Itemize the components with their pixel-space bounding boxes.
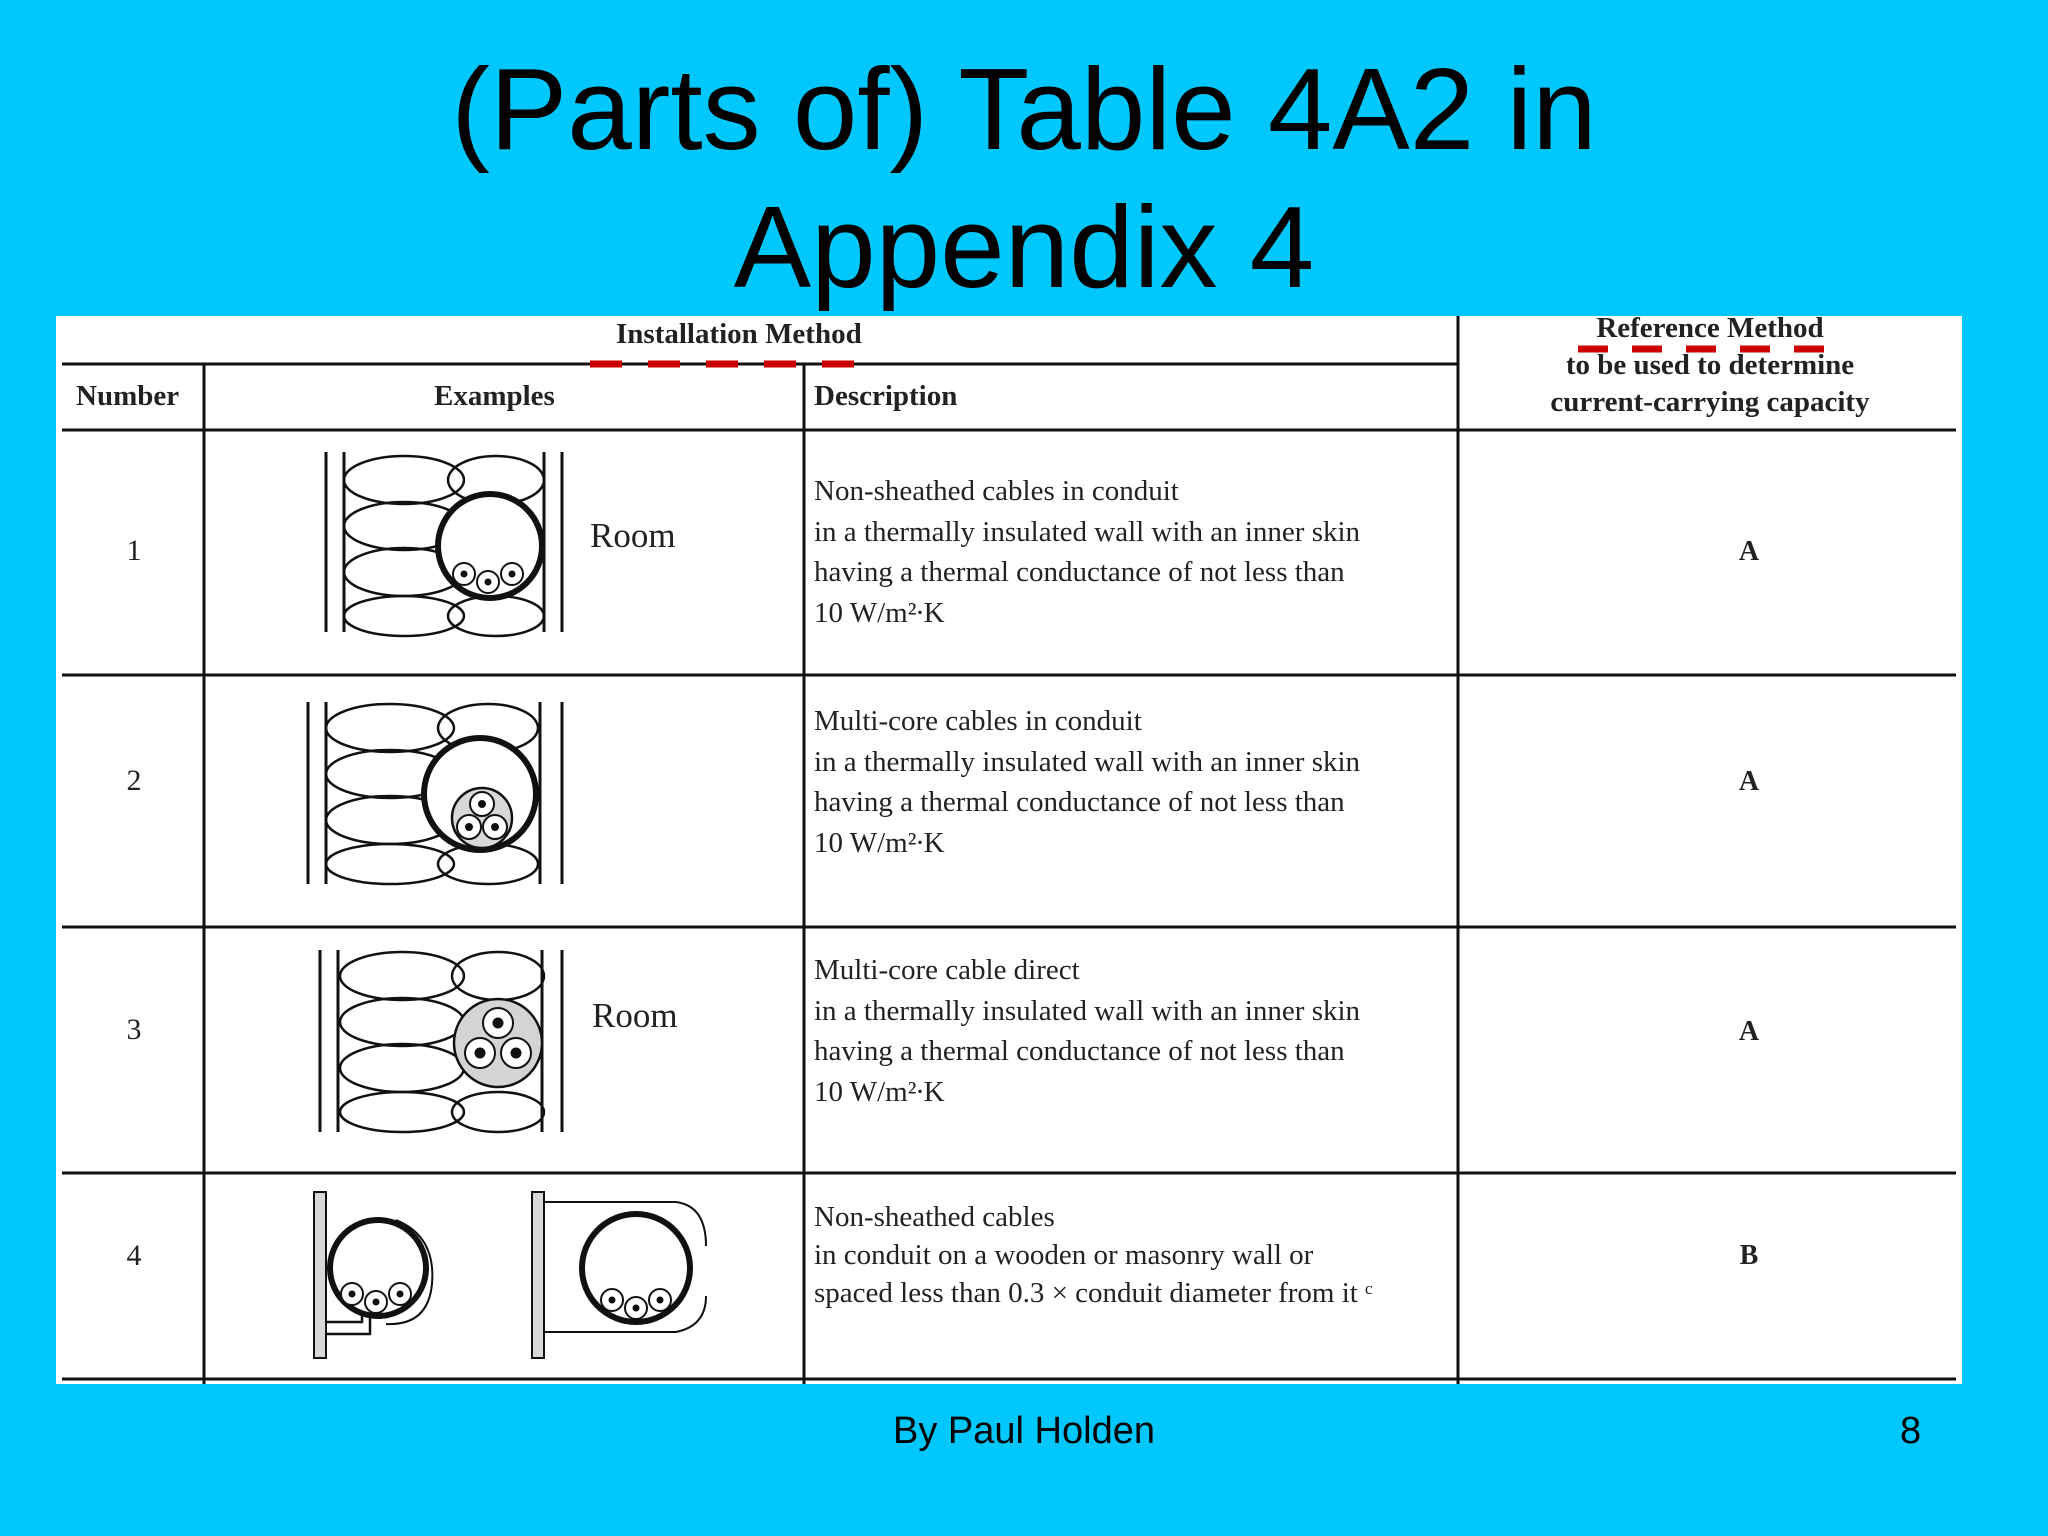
header-description: Description <box>814 380 958 412</box>
row-2-desc-line-4: 10 W/m²∙K <box>814 826 945 859</box>
row-3-number: 3 <box>126 1013 142 1046</box>
row-4-desc-line-3: spaced less than 0.3 × conduit diameter from it ᶜ <box>814 1277 1373 1309</box>
installation-method-table <box>56 312 1962 1384</box>
row-4-desc-line-2: in conduit on a wooden or masonry wall or <box>814 1239 1314 1271</box>
row-3-desc-line-2: in a thermally insulated wall with an inner skin <box>814 994 1361 1027</box>
header-reference-line-3: current-carrying capacity <box>1550 386 1870 418</box>
diagram-row-2-icon <box>308 702 562 884</box>
diagram-row-3-icon <box>320 950 562 1132</box>
row-3-description <box>814 950 1360 1112</box>
diagram-row-4-icon <box>314 1192 706 1358</box>
row-2-number: 2 <box>126 764 142 797</box>
row-3-desc-line-3: having a thermal conductance of not less than <box>814 1035 1345 1067</box>
row-4-description <box>814 1198 1373 1312</box>
header-reference-method <box>1458 310 1962 421</box>
row-2-desc-line-3: having a thermal conductance of not less than <box>814 786 1345 818</box>
row-1-number: 1 <box>126 534 142 567</box>
row-2-desc-line-1: Multi-core cables in conduit <box>814 705 1142 737</box>
row-1-desc-line-2: in a thermally insulated wall with an inner skin <box>814 515 1361 548</box>
row-3-room-label: Room <box>592 996 678 1035</box>
row-3-desc-line-1: Multi-core cable direct <box>814 954 1080 986</box>
row-1-room-label: Room <box>590 516 676 555</box>
row-2-description <box>814 701 1360 863</box>
header-reference-line-2: to be used to determine <box>1565 349 1855 381</box>
header-number: Number <box>76 380 180 412</box>
row-4-number: 4 <box>126 1239 142 1272</box>
diagram-row-1-icon <box>326 452 562 636</box>
row-1-description <box>814 471 1360 633</box>
row-2-reference: A <box>1738 766 1760 797</box>
row-3-reference: A <box>1738 1016 1760 1047</box>
header-reference-line-1: Reference Method <box>1596 312 1824 344</box>
title-line-1: (Parts of) Table 4A2 in <box>451 44 1597 174</box>
row-1-desc-line-4: 10 W/m²∙K <box>814 596 945 629</box>
row-4-desc-line-1: Non-sheathed cables <box>814 1201 1055 1233</box>
row-1-reference: A <box>1738 536 1760 567</box>
row-2-desc-line-2: in a thermally insulated wall with an inner skin <box>814 745 1361 778</box>
row-4-reference: B <box>1739 1240 1759 1271</box>
row-1-desc-line-3: having a thermal conductance of not less than <box>814 556 1345 588</box>
header-installation-method: Installation Method <box>616 318 862 350</box>
page-number: 8 <box>1900 1410 1922 1452</box>
slide-title <box>0 40 2048 316</box>
title-line-2: Appendix 4 <box>733 182 1315 312</box>
row-1-desc-line-1: Non-sheathed cables in conduit <box>814 475 1179 507</box>
header-examples: Examples <box>434 380 555 412</box>
footer-author: By Paul Holden <box>893 1410 1155 1452</box>
row-3-desc-line-4: 10 W/m²∙K <box>814 1075 945 1108</box>
